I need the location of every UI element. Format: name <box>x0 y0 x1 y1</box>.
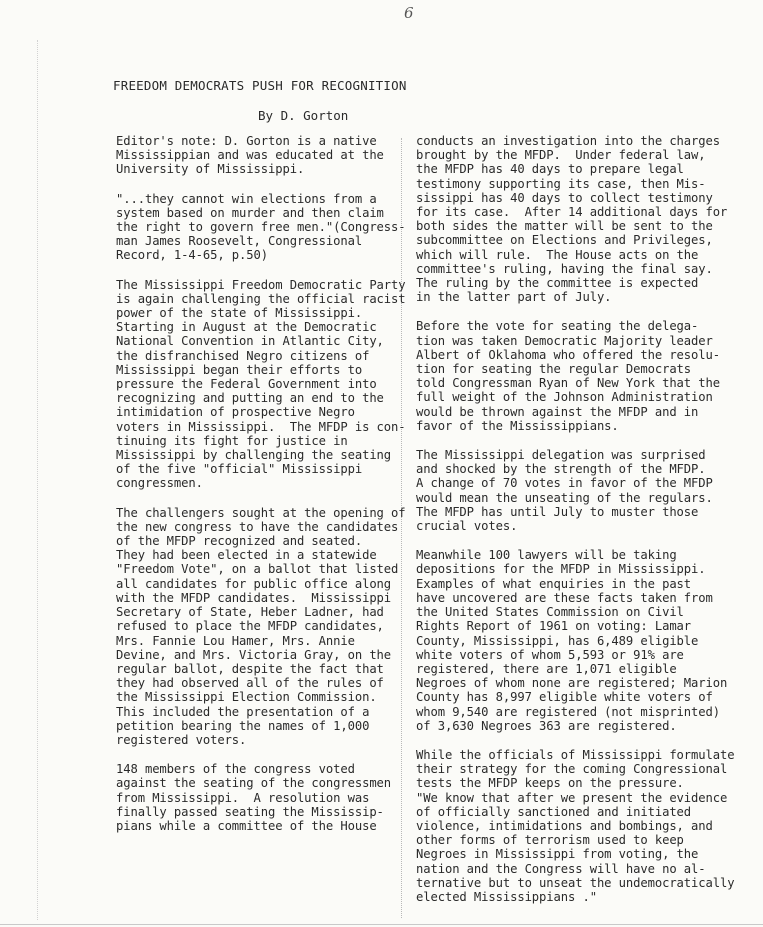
text-line: all candidates for public office along <box>116 576 392 591</box>
text-line: Mrs. Fannie Lou Hamer, Mrs. Annie <box>116 633 355 648</box>
text-line: The Mississippi Freedom Democratic Party <box>116 277 406 292</box>
text-line: power of the state of Mississippi. <box>116 306 363 321</box>
text-line: tion was taken Democratic Majority leader <box>416 333 713 348</box>
text-line: Record, 1-4-65, p.50) <box>116 248 268 263</box>
text-line: University of Mississippi. <box>116 162 305 177</box>
text-line: intimidation of prospective Negro <box>116 405 355 420</box>
page-bottom-edge <box>0 924 763 925</box>
text-line: Mississippian and was educated at the <box>116 148 384 163</box>
article-title: FREEDOM DEMOCRATS PUSH FOR RECOGNITION <box>113 78 407 93</box>
text-line: would mean the unseating of the regulars. <box>416 490 713 505</box>
text-line: which will rule. The House acts on the <box>416 247 699 262</box>
text-line: recognizing and putting an end to the <box>116 391 384 406</box>
text-line: voters in Mississippi. The MFDP is con- <box>116 419 406 434</box>
text-line: committee's ruling, having the final say. <box>416 261 713 276</box>
paragraph <box>416 134 761 304</box>
text-line: with the MFDP candidates. Mississippi <box>116 590 392 605</box>
text-line: testimony supporting its case, then Mis- <box>416 176 706 191</box>
text-line: both sides the matter will be sent to the <box>416 219 713 234</box>
paragraph <box>416 548 761 733</box>
text-line: the United States Commission on Civil <box>416 605 684 620</box>
text-line: This included the presentation of a <box>116 704 370 719</box>
text-line: subcommittee on Elections and Privileges, <box>416 233 713 248</box>
text-line: petition bearing the names of 1,000 <box>116 718 370 733</box>
text-line: "Freedom Vote", on a ballot that listed <box>116 562 399 577</box>
paragraph <box>416 319 761 433</box>
text-line: registered, there are 1,071 eligible <box>416 661 677 676</box>
text-line: Negroes in Mississippi from voting, the <box>416 847 699 862</box>
text-line: would be thrown against the MFDP and in <box>416 404 699 419</box>
paragraph <box>116 278 404 491</box>
text-line: depositions for the MFDP in Mississippi. <box>416 562 706 577</box>
text-line: "We know that after we present the evidence <box>416 790 728 805</box>
text-line: pressure the Federal Government into <box>116 377 377 392</box>
paragraph <box>416 748 761 904</box>
text-line: of the MFDP recognized and seated. <box>116 534 363 549</box>
text-line: in the latter part of July. <box>416 290 612 305</box>
text-line: system based on murder and then claim <box>116 205 384 220</box>
text-line: tinuing its fight for justice in <box>116 433 348 448</box>
left-column <box>116 134 404 848</box>
text-line: against the seating of the congressmen <box>116 776 392 791</box>
paragraph <box>416 448 761 533</box>
text-line: regular ballot, despite the fact that <box>116 661 384 676</box>
text-line: they had observed all of the rules of <box>116 676 384 691</box>
text-line: Before the vote for seating the delega- <box>416 319 699 334</box>
text-line: have uncovered are these facts taken from <box>416 590 713 605</box>
text-line: Starting in August at the Democratic <box>116 320 377 335</box>
text-line: the disfranchised Negro citizens of <box>116 348 370 363</box>
text-line: violence, intimidations and bombings, and <box>416 818 713 833</box>
text-line: of officially sanctioned and initiated <box>416 804 692 819</box>
text-line: their strategy for the coming Congressional <box>416 762 728 777</box>
text-line: from Mississippi. A resolution was <box>116 790 370 805</box>
text-line: County, Mississippi, has 6,489 eligible <box>416 633 699 648</box>
text-line: and shocked by the strength of the MFDP. <box>416 462 706 477</box>
text-line: tion for seating the regular Democrats <box>416 362 692 377</box>
text-line: 148 members of the congress voted <box>116 762 355 777</box>
paragraph <box>116 192 404 263</box>
text-line: told Congressman Ryan of New York that the <box>416 376 720 391</box>
text-line: registered voters. <box>116 732 247 747</box>
text-line: National Convention in Atlantic City, <box>116 334 384 349</box>
text-line: Rights Report of 1961 on voting: Lamar <box>416 619 692 634</box>
text-line: refused to place the MFDP candidates, <box>116 619 384 634</box>
text-line: congressmen. <box>116 476 203 491</box>
text-line: the new congress to have the candidates <box>116 519 399 534</box>
right-column <box>416 134 761 919</box>
text-line: Negroes of whom none are registered; Marion <box>416 676 728 691</box>
text-line: whom 9,540 are registered (not misprinted) <box>416 704 720 719</box>
text-line: "...they cannot win elections from a <box>116 191 377 206</box>
text-line: Secretary of State, Heber Ladner, had <box>116 605 384 620</box>
text-line: pians while a committee of the House <box>116 818 377 833</box>
text-line: Examples of what enquiries in the past <box>416 576 692 591</box>
text-line: A change of 70 votes in favor of the MFDP <box>416 476 713 491</box>
text-line: brought by the MFDP. Under federal law, <box>416 148 706 163</box>
text-line: They had been elected in a statewide <box>116 548 377 563</box>
text-line: for its case. After 14 additional days for <box>416 205 728 220</box>
text-line: tests the MFDP keeps on the pressure. <box>416 776 684 791</box>
text-line: Albert of Oklahoma who offered the resolu- <box>416 347 720 362</box>
text-line: the Mississippi Election Commission. <box>116 690 377 705</box>
text-line: full weight of the Johnson Administration <box>416 390 713 405</box>
text-line: crucial votes. <box>416 519 518 534</box>
text-line: The challengers sought at the opening of <box>116 505 406 520</box>
text-line: The Mississippi delegation was surprised <box>416 448 706 463</box>
paragraph <box>116 134 404 177</box>
text-line: County has 8,997 eligible white voters of <box>416 690 713 705</box>
text-line: Devine, and Mrs. Victoria Gray, on the <box>116 647 392 662</box>
paragraph <box>116 506 404 747</box>
text-line: Mississippi by challenging the seating <box>116 448 392 463</box>
text-line: conducts an investigation into the charges <box>416 134 720 148</box>
text-line: the MFDP has 40 days to prepare legal <box>416 162 684 177</box>
text-line: the right to govern free men."(Congress- <box>116 220 406 235</box>
text-line: While the officials of Mississippi formulate <box>416 747 735 762</box>
text-line: Meanwhile 100 lawyers will be taking <box>416 548 677 563</box>
text-line: The ruling by the committee is expected <box>416 276 699 291</box>
text-line: ternative but to unseat the undemocratically <box>416 875 735 890</box>
text-line: Editor's note: D. Gorton is a native <box>116 134 377 148</box>
left-margin-mark <box>37 40 38 920</box>
text-line: The MFDP has until July to muster those <box>416 504 699 519</box>
text-line: of the five "official" Mississippi <box>116 462 363 477</box>
text-line: of 3,630 Negroes 363 are registered. <box>416 718 677 733</box>
text-line: elected Mississippians ." <box>416 889 597 904</box>
byline: By D. Gorton <box>258 108 349 123</box>
text-line: other forms of terrorism used to keep <box>416 833 684 848</box>
text-line: is again challenging the official racist <box>116 291 406 306</box>
text-line: white voters of whom 5,593 or 91% are <box>416 647 684 662</box>
text-line: nation and the Congress will have no al- <box>416 861 706 876</box>
paragraph <box>116 762 404 833</box>
page-number: 6 <box>404 4 414 22</box>
text-line: man James Roosevelt, Congressional <box>116 234 363 249</box>
text-line: sissippi has 40 days to collect testimony <box>416 190 713 205</box>
text-line: favor of the Mississippians. <box>416 418 619 433</box>
text-line: Mississippi began their efforts to <box>116 362 363 377</box>
text-line: finally passed seating the Mississip- <box>116 804 384 819</box>
